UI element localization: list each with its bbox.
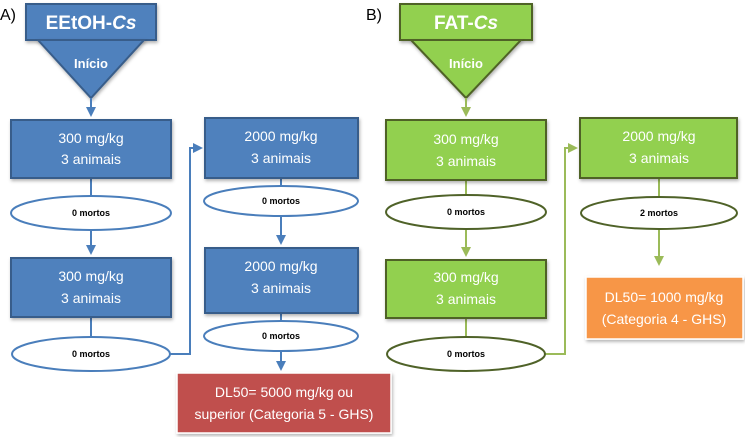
panel-b-oval3-label: 2 mortos [639, 208, 679, 218]
panel-a-box1 [11, 120, 171, 178]
panel-b-title-main: FAT- [433, 13, 474, 34]
panel-a-title [46, 13, 137, 34]
panel-a-title-main: EEtOH- [45, 13, 113, 34]
panel-a-box4-dose: 2000 mg/kg [244, 258, 318, 274]
panel-a-start-label: Início [74, 56, 108, 71]
panel-b-result-box [586, 277, 743, 339]
panel-a-box4-animals: 3 animais [251, 280, 311, 296]
panel-b-box1-dose: 300 mg/kg [433, 131, 499, 147]
panel-a-oval3-label: 0 mortos [261, 196, 301, 206]
panel-a-box2 [11, 258, 171, 317]
panel-b-box1-animals: 3 animais [436, 153, 496, 169]
panel-a-result-line2: superior (Categoria 5 - GHS) [194, 406, 374, 422]
panel-b-box1 [386, 120, 546, 180]
panel-a-arrow-oval2-box3 [170, 148, 198, 354]
panel-b-oval1-label: 0 mortos [446, 207, 486, 217]
panel-b-start-label: Início [449, 56, 483, 71]
panel-a-box3-dose: 2000 mg/kg [244, 128, 318, 144]
panel-b-oval2-label: 0 mortos [446, 349, 486, 359]
panel-b-result-line2: (Categoria 4 - GHS) [601, 311, 727, 327]
panel-b-box3-animals: 3 animais [629, 150, 689, 166]
panel-b [366, 4, 743, 371]
panel-b-box3 [580, 118, 737, 178]
panel-a-box2-animals: 3 animais [61, 290, 121, 306]
panel-b-result-line1: DL50= 1000 mg/kg [604, 289, 724, 305]
panel-a-box1-dose: 300 mg/kg [58, 130, 124, 146]
panel-a-result-box [177, 373, 391, 433]
panel-b-title [434, 13, 498, 34]
panel-a-title-italic: Cs [112, 13, 137, 34]
panel-a-oval2-label: 0 mortos [71, 349, 111, 359]
panel-a-oval4-label: 0 mortos [261, 331, 301, 341]
panel-a-box2-dose: 300 mg/kg [58, 268, 124, 284]
panel-a-result-line1: DL50= 5000 mg/kg ou [214, 384, 354, 400]
panel-b-letter: B) [366, 7, 382, 24]
panel-a-oval1-label: 0 mortos [71, 208, 111, 218]
panel-b-box2-animals: 3 animais [436, 291, 496, 307]
panel-b-box3-dose: 2000 mg/kg [622, 128, 696, 144]
panel-b-box2-dose: 300 mg/kg [433, 269, 499, 285]
panel-a [0, 4, 391, 433]
panel-b-title-italic: Cs [473, 13, 499, 34]
panel-a-box3 [205, 118, 358, 178]
panel-a-box1-animals: 3 animais [61, 151, 121, 167]
panel-b-arrow-oval2-box3 [545, 148, 573, 354]
panel-a-letter: A) [0, 7, 16, 24]
panel-a-box3-animals: 3 animais [251, 150, 311, 166]
